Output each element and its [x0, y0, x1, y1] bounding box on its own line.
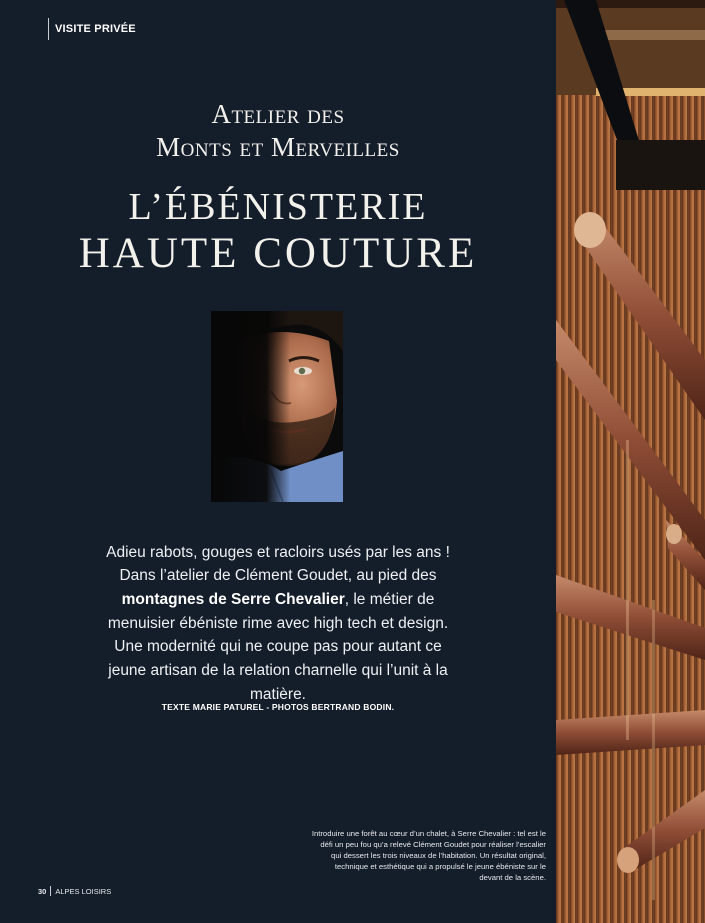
- headline-line-2: HAUTE COUTURE: [78, 230, 478, 277]
- lead-text-2: , le métier de menuisier ébéniste rime avec high tech et design. Une modernité qui ne coupe pas pour autant ce jeune artisan de la relation charnelle qui l’unit à la matière.: [107, 590, 449, 703]
- section-tag: VISITE PRIVÉE: [48, 18, 136, 40]
- folio: [38, 885, 111, 897]
- folio-divider: [50, 886, 51, 896]
- portrait-illustration: [211, 311, 343, 502]
- title-line-1: Atelier des: [211, 99, 345, 129]
- lead-text-1: Adieu rabots, gouges et racloirs usés par les ans ! Dans l’atelier de Clément Goudet, au pied des: [106, 543, 450, 585]
- lead-paragraph: [100, 541, 456, 707]
- headline-line-1: L’ÉBÉNISTERIE: [128, 186, 428, 228]
- page-number: 30: [38, 886, 47, 896]
- magazine-name: ALPES LOISIRS: [55, 886, 112, 896]
- title-line-2: Monts et Merveilles: [156, 132, 400, 162]
- title-block: [0, 98, 556, 278]
- photo-caption: Introduire une forêt au cœur d’un chalet, à Serre Chevalier : tel est le défi un peu fou qu’a relevé Clément Goudet pour réaliser l’escalier qui dessert les trois niveaux de l’habitation. Un résultat original, technique et esthétique qui a propulsé le jeune ébéniste sur le devant de la scène.: [311, 829, 546, 883]
- lead-highlight: montagnes de Serre Chevalier: [121, 590, 345, 608]
- wood-staircase-illustration: [556, 0, 705, 923]
- credits: TEXTE MARIE PATUREL - PHOTOS BERTRAND BODIN.: [161, 702, 395, 712]
- artisan-portrait: [211, 311, 343, 502]
- staircase-photo: [556, 0, 705, 923]
